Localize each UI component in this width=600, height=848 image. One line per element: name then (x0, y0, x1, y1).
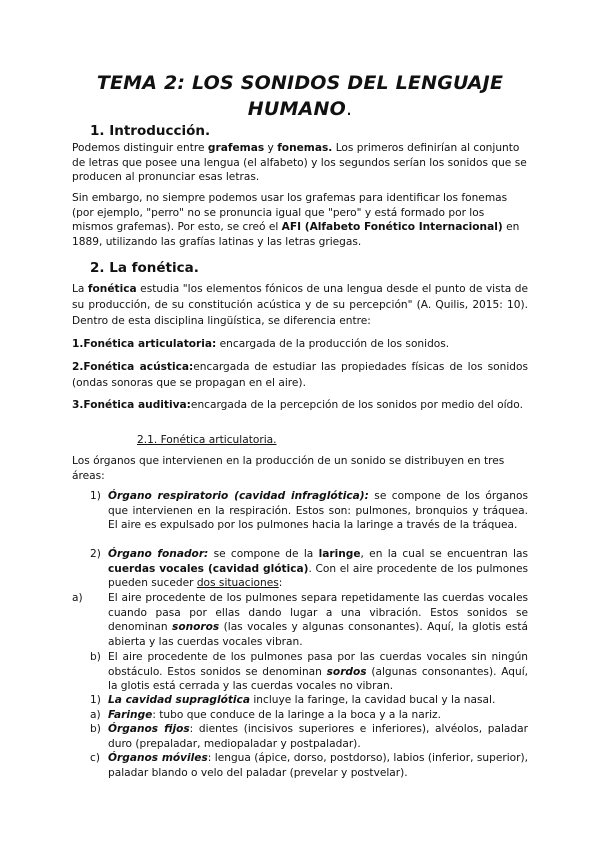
list-marker: 1) (90, 490, 101, 502)
list-item-faringe: Faringe: tubo que conduce de la laringe a la boca y a la nariz. (108, 709, 441, 721)
list-item-fonetica-auditiva: 3.Fonética auditiva:encargada de la percepción de los sonidos por medio del oído. (72, 399, 523, 411)
list-item-sonidos-sordos: El aire procedente de los pulmones pasa por las cuerdas vocales sin ningún obstáculo. Estos sonidos se denominan sordos (algunas consonantes). Aquí, la glotis está cerrada y las cuerdas vocales no vibran. (108, 651, 528, 693)
list-item-fonetica-acustica: 2.Fonética acústica:encargada de estudiar las propiedades físicas de los sonidos (ondas sonoras que se propagan en el aire). (72, 361, 528, 389)
paragraph-fonetica-definicion: La fonética estudia "los elementos fónicos de una lengua desde el punto de vista de su producción, de su constitución acústica y de su percepción" (A. Quilis, 2015: 10). Dentro de esta disciplina lingüística, se diferencia entre: (72, 283, 529, 327)
list-item-cavidad-supraglotica: La cavidad supraglótica incluye la faringe, la cavidad bucal y la nasal. (108, 694, 496, 706)
list-marker: b) (90, 651, 101, 663)
list-marker: a) (72, 592, 83, 604)
paragraph-organos-intro: Los órganos que intervienen en la producción de un sonido se distribuyen en tres áreas: (72, 455, 505, 482)
heading-fonetica-articulatoria: 2.1. Fonética articulatoria. (137, 434, 277, 446)
heading-fonetica: 2. La fonética. (90, 260, 199, 276)
list-item-organo-fonador: Órgano fonador: se compone de la laringe, en la cual se encuentran las cuerdas vocales (cavidad glótica). Con el aire procedente de los pulmones pueden suceder dos situaciones: (108, 548, 528, 590)
title-line-1: TEMA 2: LOS SONIDOS DEL LENGUAJE (96, 72, 504, 94)
list-marker: c) (90, 752, 100, 764)
list-item-organos-fijos: Órganos fijos: dientes (incisivos superiores e inferiores), alvéolos, paladar duro (prepaladar, mediopaladar y postpaladar). (108, 723, 528, 750)
paragraph-grafemas-fonemas: Podemos distinguir entre grafemas y fonemas. Los primeros definirían al conjunto de letras que posee una lengua (el alfabeto) y los segundos serían los sonidos que se producen al pronunciar esas letras. (72, 142, 527, 184)
list-item-fonetica-articulatoria: 1.Fonética articulatoria: encargada de la producción de los sonidos. (72, 338, 450, 350)
list-marker: a) (90, 709, 101, 721)
list-marker: 2) (90, 548, 101, 560)
title-line-2: HUMANO. (247, 98, 353, 120)
page-title (72, 70, 528, 122)
paragraph-afi: Sin embargo, no siempre podemos usar los grafemas para identificar los fonemas (por ejemplo, "perro" no se pronuncia igual que "pero" y está formado por los mismos grafemas). Por esto, se creó el AFI (Alfabeto Fonético Internacional) en 1889, utilizando las grafías latinas y las letras griegas. (72, 192, 520, 248)
list-marker: b) (90, 723, 101, 735)
list-marker: 1) (90, 694, 101, 706)
heading-introduccion: 1. Introducción. (90, 123, 211, 139)
list-item-sonidos-sonoros: El aire procedente de los pulmones separa repetidamente las cuerdas vocales cuando pasa por ellas dando lugar a una vibración. Estos sonidos se denominan sonoros (las vocales y algunas consonantes). Aquí, la glotis está abierta y las cuerdas vocales vibran. (108, 592, 528, 648)
list-item-organos-moviles: Órganos móviles: lengua (ápice, dorso, postdorso), labios (inferior, superior), paladar blando o velo del paladar (prevelar y postvelar). (108, 752, 528, 779)
list-item-organo-respiratorio: Órgano respiratorio (cavidad infraglótica): se compone de los órganos que intervienen en la respiración. Estos son: pulmones, bronquios y tráquea. El aire es expulsado por los pulmones hacia la laringe a través de la tráquea. (108, 490, 528, 532)
